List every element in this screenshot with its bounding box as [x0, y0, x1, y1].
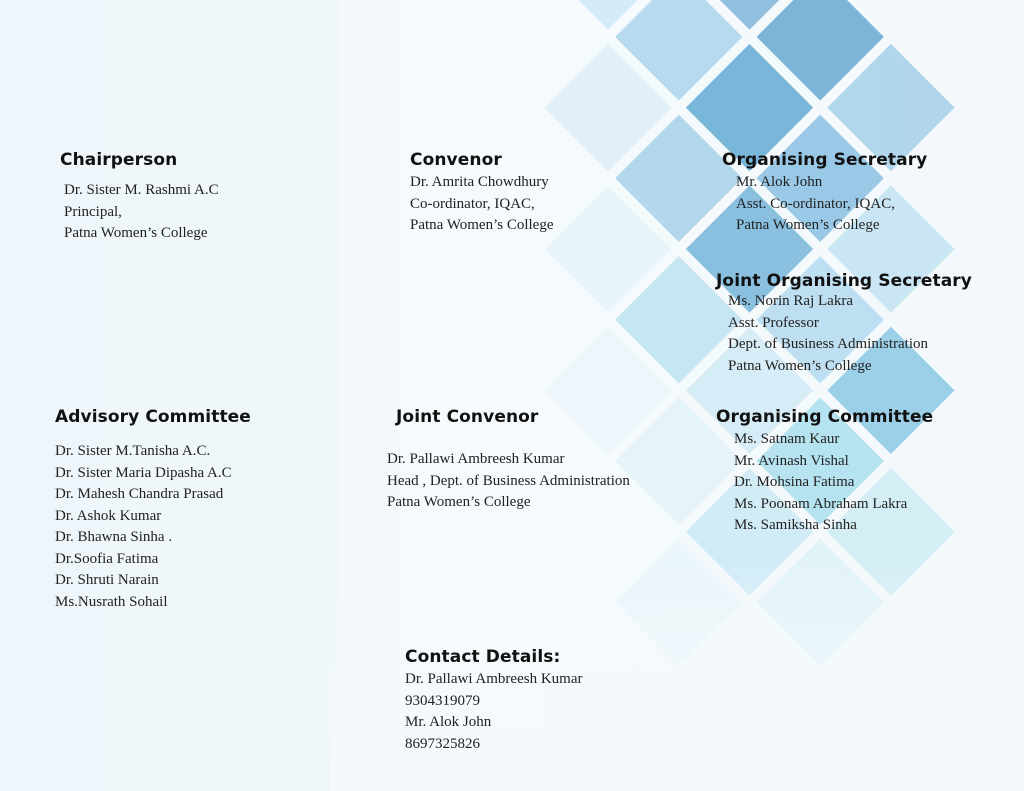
organising-committee-heading: Organising Committee: [716, 407, 934, 427]
joint-organising-secretary-heading: Joint Organising Secretary: [716, 271, 972, 291]
organising-secretary-lines: [736, 172, 927, 237]
advisory-committee-line: Dr. Mahesh Chandra Prasad: [55, 486, 224, 502]
contact-details-heading: Contact Details:: [405, 647, 561, 667]
advisory-committee-heading: Advisory Committee: [55, 407, 251, 427]
advisory-committee-line: Dr. Ashok Kumar: [55, 507, 162, 524]
organising-secretary-line: Mr. Alok John: [736, 174, 823, 190]
chairperson-line: Principal,: [64, 203, 122, 220]
contact-details-section: [405, 647, 582, 755]
convenor-lines: [410, 172, 554, 237]
chairperson-heading: Chairperson: [60, 150, 178, 170]
organising-secretary-section: [722, 150, 927, 237]
organising-secretary-line: Asst. Co-ordinator, IQAC,: [736, 195, 895, 212]
chairperson-lines: [64, 180, 219, 245]
advisory-committee-lines: [55, 441, 251, 613]
joint-convenor-heading: Joint Convenor: [396, 407, 539, 427]
joint-convenor-line: Patna Women’s College: [387, 494, 531, 510]
organising-committee-line: Ms. Samiksha Sinha: [734, 517, 857, 533]
chairperson-line: Dr. Sister M. Rashmi A.C: [64, 182, 219, 198]
advisory-committee-line: Dr. Shruti Narain: [55, 572, 159, 588]
joint-convenor-line: Dr. Pallawi Ambreesh Kumar: [387, 451, 565, 467]
joint-organising-secretary-line: Patna Women’s College: [728, 357, 872, 374]
joint-convenor-line: Head , Dept. of Business Administration: [387, 472, 630, 489]
advisory-committee-line: Dr. Sister M.Tanisha A.C.: [55, 443, 211, 459]
contact-details-lines: [405, 669, 582, 755]
joint-organising-secretary-line: Dept. of Business Administration: [728, 336, 928, 352]
advisory-committee-line: Dr. Bhawna Sinha .: [55, 529, 173, 545]
chairperson-line: Patna Women’s College: [64, 225, 208, 241]
advisory-committee-line: Ms.Nusrath Sohail: [55, 593, 168, 610]
organising-secretary-heading: Organising Secretary: [722, 150, 928, 170]
contact-details-line: Dr. Pallawi Ambreesh Kumar: [405, 671, 583, 687]
organising-secretary-line: Patna Women’s College: [736, 217, 880, 233]
organising-committee-line: Mr. Avinash Vishal: [734, 452, 849, 469]
contact-phone-number: 9304319079: [405, 692, 480, 709]
convenor-heading: Convenor: [410, 150, 502, 170]
advisory-committee-line: Dr.Soofia Fatima: [55, 550, 159, 567]
advisory-committee-section: [55, 407, 251, 613]
chairperson-section: [60, 150, 219, 245]
joint-convenor-section: [387, 407, 630, 514]
joint-convenor-lines: [387, 449, 630, 514]
joint-organising-secretary-line: Asst. Professor: [728, 314, 819, 331]
contact-details-line: Mr. Alok John: [405, 714, 492, 730]
organising-committee-line: Ms. Poonam Abraham Lakra: [734, 495, 908, 512]
advisory-committee-line: Dr. Sister Maria Dipasha A.C: [55, 464, 232, 481]
convenor-line: Patna Women’s College: [410, 217, 554, 233]
convenor-line: Co-ordinator, IQAC,: [410, 195, 535, 212]
convenor-section: [410, 150, 554, 237]
organising-committee-line: Dr. Mohsina Fatima: [734, 474, 855, 490]
contact-phone-number: 8697325826: [405, 735, 480, 752]
organising-committee-section: [716, 407, 933, 537]
organising-committee-lines: [734, 429, 933, 537]
joint-organising-secretary-section: [716, 271, 972, 377]
organising-committee-line: Ms. Satnam Kaur: [734, 431, 840, 447]
joint-organising-secretary-lines: [728, 291, 972, 377]
convenor-line: Dr. Amrita Chowdhury: [410, 174, 549, 190]
joint-organising-secretary-line: Ms. Norin Raj Lakra: [728, 293, 853, 309]
